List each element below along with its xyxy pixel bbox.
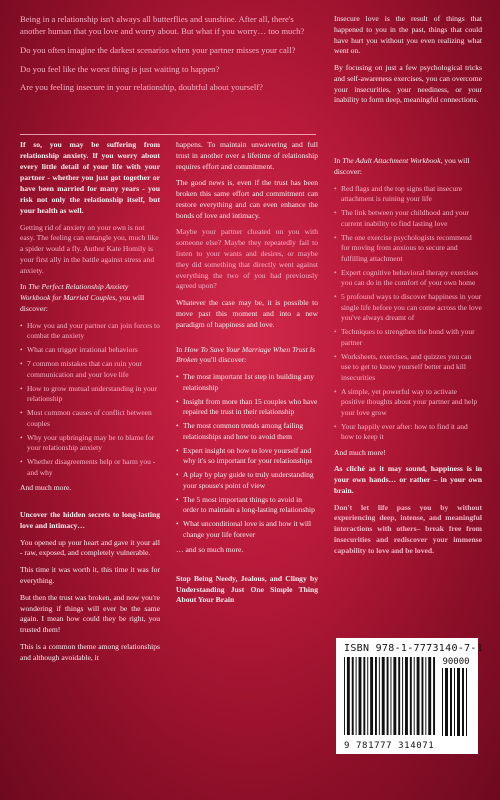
list-item: • Why your upbringing may be to blame for your relationship anxiety [20,433,160,454]
list-item: • The one exercise psychologists recommend for moving from anxious to secure and fulfilling attachment [334,233,482,265]
intro-text: Being in a relationship isn't always all butterflies and sunshine. After all, there's another human that you love and worry about. But what if you worry… too much? [20,14,305,36]
book2-after: you'll discover: [197,355,247,365]
focus-text: By focusing on just a few psychological tricks and self-awareness exercises, you can overcome your insecurities, your neediness, or your inability to form deep, meaningful connections. [334,63,482,105]
book1-list [20,321,160,479]
barcode-bar [367,657,368,735]
list-item: • What unconditional love is and how it will change your life forever [176,519,318,540]
uncover-heading: Uncover the hidden secrets to long-lasting love and intimacy… [20,510,160,530]
stop-being-needy: Stop Being Needy, Jealous, and Clingy by Understanding Just One Simple Thing About Your Brain [176,573,318,605]
book1-heading [20,282,160,314]
barcode-bar [393,657,396,735]
list-item: • Worksheets, exercises, and quizzes you can use to get to know yourself better and kill insecurities [334,352,482,384]
trust-broken-paragraph: But then the trust was broken, and now you're wondering if things will ever be the same again. I mean how could they be right, you trusted them! [20,592,160,635]
book3-after: , you will discover: [334,156,470,176]
barcode-bar [425,657,426,735]
list-item: • A simple, yet powerful way to activate positive thoughts about your partner and help your love grow [334,387,482,419]
barcode-bar [379,657,380,735]
barcode-bar [442,668,443,736]
book1-in: In [20,282,29,292]
book3-heading [334,156,482,178]
barcode-box [336,638,484,754]
and-more-3: And much more! [334,447,386,457]
book3-in: In [334,156,343,165]
anxiety-lead: If so, you may be suffering from relationship anxiety. If you worry about every little detail of your life with your partner - whether you just got together or have been married for many years - you risk not only the relationship itself, but your health as well. [20,140,160,215]
list-item: • The 5 most important things to avoid in order to maintain a long-lasting relationship [176,495,318,516]
barcode-bar [359,657,362,735]
isbn-label: ISBN 978-1-7773140-7-1 [344,643,484,654]
list-item: • Most common causes of conflict between couples [20,408,160,429]
insecure-love-block [334,14,482,112]
column-3 [334,156,482,563]
list-item: • Whether disagreements help or harm you - and why [20,457,160,478]
dont-let-life-paragraph: Don't let life pass you by without experiencing deep, intense, and meaningful interactions with others– break free from insecurities and rediscover your immense capability to love and be loved. [334,502,482,555]
barcode-bar [414,657,415,735]
column-2 [176,140,318,612]
cheated-paragraph: Maybe your partner cheated on you with someone else? Maybe they repeatedly fail to listen to your wants and desires, or maybe they did something that directly went against everything the two of you had previously agreed upon? [176,227,318,291]
list-item: • The most important 1st step in building any relationship [176,372,318,393]
barcode-bar [433,657,435,735]
barcode-bar [387,657,389,735]
barcode-bar [421,657,423,735]
list-item: • 7 common mistakes that can ruin your communication and your love life [20,359,160,380]
list-item: • Your happily ever after: how to find it and how to keep it [334,422,482,443]
book2-heading [176,345,318,367]
barcode-bar [466,668,467,736]
book2-title: How To Save Your Marriage When Trust Is Broken [176,344,316,365]
vulnerable-paragraph: You opened up your heart and gave it your all - raw, exposed, and completely vulnerable. [20,537,160,558]
book3-list [334,184,482,443]
barcode-row [344,657,470,740]
question-1: Do you often imagine the darkest scenarios when your partner misses your call? [20,44,296,55]
barcode-bar [457,668,460,736]
list-item: • Insight from more than 15 couples who have repaired the trust in their relationship [176,397,318,418]
barcode-bar [428,657,431,735]
barcode-bar [454,668,455,736]
book2-in: In [176,344,185,354]
list-item: • Techniques to strengthen the bond with your partner [334,327,482,348]
barcode-bar [410,657,412,735]
list-item: • How you and your partner can join forces to combat the anxiety [20,321,160,342]
list-item: • A play by play guide to truly understanding your spouse's point of view [176,470,318,491]
addon-barcode [442,668,470,736]
cliche-paragraph: As cliché as it may sound, happiness is in your own hands… or rather – in your own brain. [334,464,482,495]
addon-block [442,657,470,740]
barcode-bar [405,657,408,735]
barcode-bar [370,657,373,735]
barcode-bar [375,657,377,735]
barcode-bar [445,668,448,736]
book1-title: The Perfect Relationship Anxiety Workbook for Married Couples [20,282,129,303]
barcode-bar [344,657,345,735]
intro-block [20,14,318,101]
list-item: • What can trigger irrational behaviors [20,345,160,356]
barcode-bar [352,657,354,735]
book1-after: , you will discover: [20,293,145,314]
barcode-bar [417,657,420,735]
list-item: • Red flags and the top signs that insecure attachment is ruining your life [334,184,482,205]
column-1 [20,140,160,669]
book2-list [176,372,318,540]
move-past-paragraph: Whatever the case may be, it is possible to move past this moment and into a new paradigm of happiness and love. [176,298,318,329]
list-item: • The most common trends among failing relationships and how to avoid them [176,421,318,442]
barcode-bar [382,657,385,735]
list-item: • 5 profound ways to discover happiness in your single life before you can come across the love you've always dreamt of [334,292,482,324]
barcode-bar [450,668,452,736]
divider-line [20,134,316,135]
and-more-1: And much more. [20,483,72,493]
barcode-bar [390,657,391,735]
insecure-love-text: Insecure love is the result of things that happened to you in the past, things that could have hurt you without you even realizing what went on. [334,14,482,56]
book3-title: The Adult Attachment Workbook [342,156,441,165]
list-item: • The link between your childhood and your current inability to find lasting love [334,208,482,229]
barcode-bar [402,657,403,735]
question-2: Do you feel like the worst thing is just waiting to happen? [20,63,220,74]
barcode-bar [398,657,400,735]
barcode-bar [462,668,464,736]
question-3: Are you feeling insecure in your relationship, doubtful about yourself? [20,82,263,93]
ean-barcode [344,657,436,735]
effort-paragraph: happens. To maintain unwavering and full trust in another over a lifetime of relationship requires effort and commitment. [176,140,318,171]
addon-number: 90000 [442,657,470,667]
worth-it-paragraph: This time it was worth it, this time it was for everything. [20,565,160,585]
anxiety-paragraph: Getting rid of anxiety on your own is not easy. The feeling can entangle you, much like a spider would a fly. Author Kate Homily is your first ally in the battle against stress and anxiety. [20,222,159,275]
ean-number: 9 781777 314071 [344,741,435,751]
good-news-paragraph: The good news is, even if the trust has been broken this same effort and commitment can restore everything and can even enhance the bonds of love and intimacy. [176,178,318,220]
common-theme-paragraph: This is a common theme among relationships and although avoidable, it [20,641,160,662]
barcode-bar [356,657,357,735]
barcode-bar [363,657,365,735]
list-item: • How to grow mutual understanding in your relationship [20,384,160,405]
barcode-bar [347,657,350,735]
list-item: • Expert insight on how to love yourself and why it's so important for your relationships [176,446,318,467]
list-item: • Expert cognitive behavioral therapy exercises you can do in the comfort of your own home [334,268,482,289]
so-much-more: … and so much more. [176,545,244,555]
